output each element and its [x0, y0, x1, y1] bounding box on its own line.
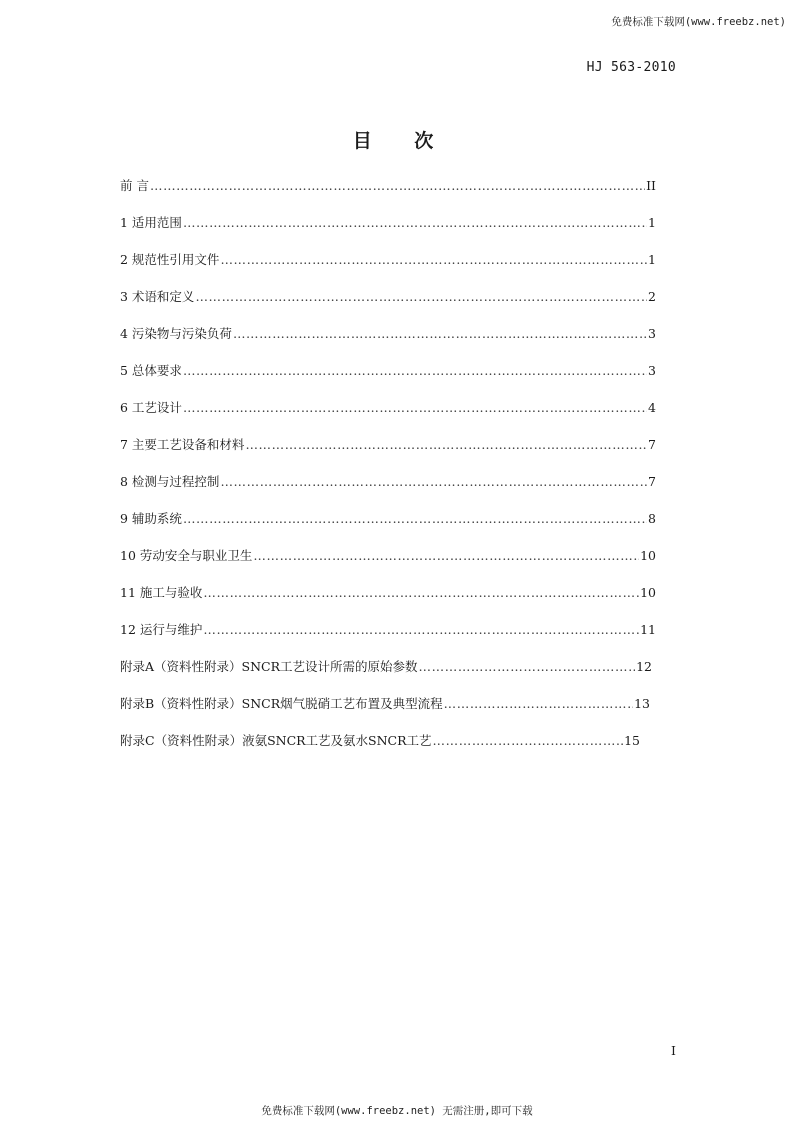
- toc-entry-auxiliary-systems[interactable]: [120, 509, 656, 529]
- toc-entry-page: II: [646, 178, 656, 193]
- toc-entry-page: 1: [648, 215, 656, 230]
- toc-entry-process-design[interactable]: [120, 398, 656, 418]
- toc-entry-label: 6 工艺设计: [120, 400, 182, 415]
- dot-leader: [195, 289, 647, 304]
- dot-leader: [203, 585, 639, 600]
- dot-leader: [220, 474, 647, 489]
- toc-entry-page: 4: [648, 400, 656, 415]
- toc-entry-page: 11: [640, 622, 656, 637]
- toc-entry-general-requirements[interactable]: [120, 361, 656, 381]
- toc-entry-label: 11 施工与验收: [120, 585, 203, 600]
- toc-entry-page: 7: [648, 437, 656, 452]
- toc-entry-equipment[interactable]: [120, 435, 656, 455]
- toc-entry-terms[interactable]: [120, 287, 656, 307]
- dot-leader: [183, 363, 647, 378]
- dot-leader: [253, 548, 639, 563]
- toc-entry-page: 15: [624, 733, 640, 748]
- toc-entry-foreword[interactable]: [120, 176, 656, 196]
- toc-entry-label: 4 污染物与污染负荷: [120, 326, 232, 341]
- dot-leader: [444, 696, 633, 711]
- dot-leader: [419, 659, 636, 674]
- toc-entry-operation[interactable]: [120, 620, 656, 640]
- dot-leader: [233, 326, 647, 341]
- toc-entry-label: 8 检测与过程控制: [120, 474, 220, 489]
- toc-entry-label: 12 运行与维护: [120, 622, 203, 637]
- toc-entry-monitoring[interactable]: [120, 472, 656, 492]
- toc-entry-label: 7 主要工艺设备和材料: [120, 437, 245, 452]
- toc-entry-label: 10 劳动安全与职业卫生: [120, 548, 253, 563]
- toc-entry-page: 3: [648, 326, 656, 341]
- toc-entry-appendix-c[interactable]: [120, 731, 640, 751]
- toc-entry-label: 前 言: [120, 178, 149, 193]
- toc-entry-label: 附录B（资料性附录）SNCR烟气脱硝工艺布置及典型流程: [120, 696, 443, 711]
- toc-entry-label: 2 规范性引用文件: [120, 252, 220, 267]
- toc-entry-page: 13: [634, 696, 650, 711]
- dot-leader: [245, 437, 647, 452]
- page-number: I: [671, 1043, 676, 1058]
- toc-entry-page: 1: [648, 252, 656, 267]
- toc-entry-label: 9 辅助系统: [120, 511, 182, 526]
- toc-entry-label: 3 术语和定义: [120, 289, 195, 304]
- toc-entry-page: 10: [640, 585, 656, 600]
- toc-entry-pollutants[interactable]: [120, 324, 656, 344]
- toc-entry-page: 7: [648, 474, 656, 489]
- dot-leader: [203, 622, 639, 637]
- dot-leader: [433, 733, 624, 748]
- dot-leader: [183, 215, 647, 230]
- toc-entry-label: 5 总体要求: [120, 363, 182, 378]
- toc-entry-page: 2: [648, 289, 656, 304]
- toc-entry-page: 10: [640, 548, 656, 563]
- toc-entry-page: 12: [636, 659, 652, 674]
- toc-entry-label: 1 适用范围: [120, 215, 182, 230]
- toc-entry-appendix-b[interactable]: [120, 694, 650, 714]
- footer-watermark: 免费标准下载网(www.freebz.net) 无需注册,即可下载: [261, 1105, 533, 1117]
- header-watermark: 免费标准下载网(www.freebz.net): [611, 16, 786, 28]
- toc-entry-safety[interactable]: [120, 546, 656, 566]
- dot-leader: [220, 252, 647, 267]
- toc-entry-page: 8: [648, 511, 656, 526]
- dot-leader: [183, 400, 647, 415]
- toc-entry-label: 附录C（资料性附录）液氨SNCR工艺及氨水SNCR工艺: [120, 733, 432, 748]
- toc-entry-construction[interactable]: [120, 583, 656, 603]
- toc-entry-appendix-a[interactable]: [120, 657, 652, 677]
- dot-leader: [150, 178, 645, 193]
- toc-entry-label: 附录A（资料性附录）SNCR工艺设计所需的原始参数: [120, 659, 418, 674]
- toc-title: 目 次: [352, 130, 452, 152]
- toc-entry-scope[interactable]: [120, 213, 656, 233]
- dot-leader: [183, 511, 647, 526]
- toc-entry-page: 3: [648, 363, 656, 378]
- standard-code: HJ 563-2010: [586, 60, 676, 75]
- toc-entry-normative-references[interactable]: [120, 250, 656, 270]
